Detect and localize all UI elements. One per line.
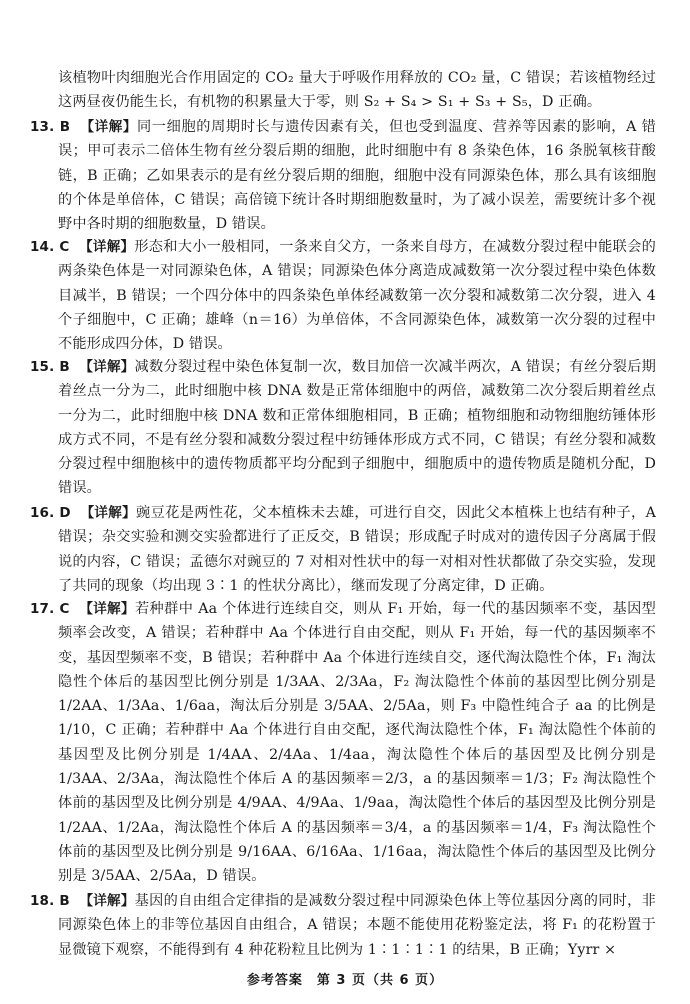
answer-number: 14. C [30,239,70,255]
explanation-tag: 【详解】 [79,359,135,375]
answer-text: 豌豆花是两性花，父本植株未去雄，可进行自交，因此父本植株上也结有种子，A 错误；杂交实验和测交实验都进行了正反交，B 错误；形成配子时成对的遗传因子分离属于假说的内容，C 错误；孟德尔对豌豆的 7 对相对性状中的每一对相对性状都做了杂交实验，发现了共同的现象（均出现 3∶1 的性状分离比），继而发现了分离定律，D 正确。 [58,505,656,594]
answer-number: 16. D [30,505,71,521]
answer-13 [30,115,656,236]
answer-15 [30,355,656,501]
answer-text: 同一细胞的周期时长与遗传因素有关，但也受到温度、营养等因素的影响，A 错误；甲可表示二倍体生物有丝分裂后期的细胞，此时细胞中有 8 条染色体，16 条脱氧核苷酸链，B 正确；乙如果表示的是有丝分裂后期的细胞，细胞中没有同源染色体，那么具有该细胞的个体是单倍体，C 错误；高倍镜下统计各时期细胞数量时，为了减小误差，需要统计多个视野中各时期的细胞数量，D 错误。 [58,119,656,233]
explanation-tag: 【详解】 [79,893,135,909]
answer-number: 18. B [30,893,70,909]
explanation-tag: 【详解】 [80,505,137,521]
page-footer: 参考答案 第 3 页（共 6 页） [246,973,444,988]
answer-number: 13. B [30,119,71,135]
answer-16 [30,501,656,598]
answer-number: 17. C [30,601,70,617]
answer-text: 基因的自由组合定律指的是减数分裂过程中同源染色体上等位基因分离的同时，非同源染色体上的非等位基因自由组合，A 错误；本题不能使用花粉鉴定法，将 F₁ 的花粉置于显微镜下观察，不能得到有 4 种花粉粒且比例为 1∶1∶1∶1 的结果，B 正确；Yyrr × [58,893,657,958]
answer-14 [30,235,656,356]
answer-17 [30,597,656,889]
answer-number: 15. B [30,359,70,375]
explanation-tag: 【详解】 [80,119,137,135]
answer-18 [30,889,656,962]
answer-text: 减数分裂过程中染色体复制一次，数目加倍一次减半两次，A 错误；有丝分裂后期着丝点一分为二，此时细胞中核 DNA 数是正常体细胞中的两倍，减数第二次分裂后期着丝点一分为二，此时细胞中核 DNA 数和正常体细胞相同，B 正确；植物细胞和动物细胞纺锤体形成方式不同，不是有丝分裂和减数分裂过程中纺锤体形成方式不同，C 错误；有丝分裂和减数分裂过程中细胞核中的遗传物质都平均分配到子细胞中，细胞质中的遗传物质是随机分配，D 错误。 [58,359,657,497]
explanation-tag: 【详解】 [79,239,135,255]
continuation-paragraph: 该植物叶肉细胞光合作用固定的 CO₂ 量大于呼吸作用释放的 CO₂ 量，C 错误；若该植物经过这两昼夜仍能生长，有机物的积累量大于零，则 S₂ + S₄ > S₁ + S₃ + S₅，D 正确。 [58,70,656,111]
answer-text: 形态和大小一般相同，一条来自父方，一条来自母方，在减数分裂过程中能联会的两条染色体是一对同源染色体，A 错误；同源染色体分离造成减数第一次分裂过程中染色体数目减半，B 错误；一个四分体中的四条染色单体经减数第一次分裂和减数第二次分裂，进入 4 个子细胞中，C 正确；雄峰（n＝16）为单倍体，不含同源染色体，减数第一次分裂的过程中不能形成四分体，D 错误。 [58,239,656,353]
answer-text: 若种群中 Aa 个体进行连续自交，则从 F₁ 开始，每一代的基因频率不变，基因型频率会改变，A 错误；若种群中 Aa 个体进行自由交配，则从 F₁ 开始，每一代的基因频率不变，基因型频率不变，B 错误；若种群中 Aa 个体进行连续自交，逐代淘汰隐性个体，F₁ 淘汰隐性个体后的基因型比例分别是 1/3AA、2/3Aa，F₂ 淘汰隐性个体前的基因型比例分别是 1/2AA、1/3Aa、1/6aa，淘汰后分别是 3/5AA、2/5Aa，则 F₃ 中隐性纯合子 aa 的比例是 1/10，C 正确；若种群中 Aa 个体进行自由交配，逐代淘汰隐性个体，F₁ 淘汰隐性个体前的基因型及比例分别是 1/4AA、2/4Aa、1/4aa，淘汰隐性个体后的基因型及比例分别是 1/3AA、2/3Aa，淘汰隐性个体后 A 的基因频率＝2/3，a 的基因频率＝1/3；F₂ 淘汰隐性个体前的基因型及比例分别是 4/9AA、4/9Aa、1/9aa，淘汰隐性个体后的基因型及比例分别是 1/2AA、1/2Aa，淘汰隐性个体后 A 的基因频率＝3/4，a 的基因频率＝1/4，F₃ 淘汰隐性个体前的基因型及比例分别是 9/16AA、6/16Aa、1/16aa，淘汰隐性个体后的基因型及比例分别是 3/5AA、2/5Aa，D 错误。 [58,601,656,885]
explanation-tag: 【详解】 [79,601,135,617]
